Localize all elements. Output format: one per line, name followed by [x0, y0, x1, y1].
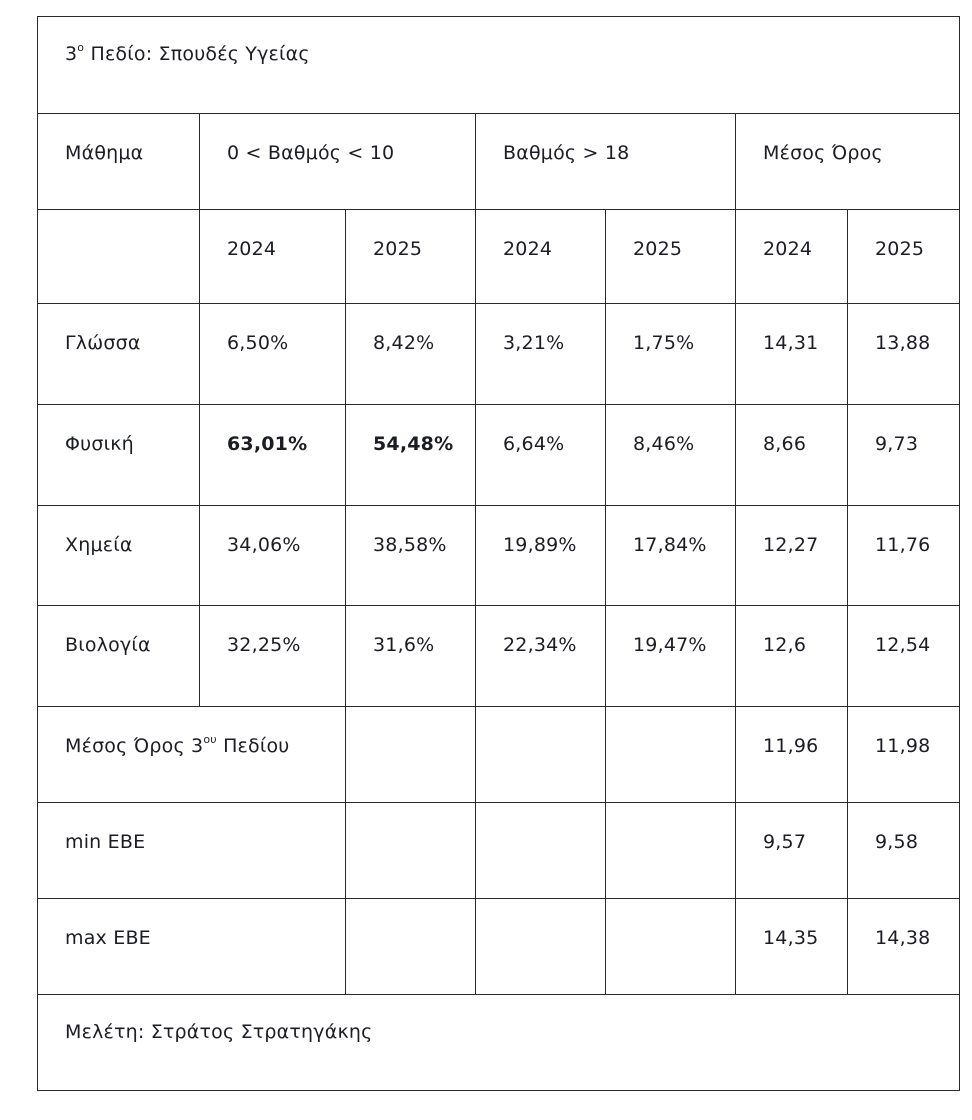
- value-cell: 19,47%: [606, 606, 736, 707]
- subject-cell: Βιολογία: [38, 606, 200, 707]
- summary-label-prefix: Μέσος Όρος 3: [65, 735, 204, 757]
- value-cell: 34,06%: [200, 506, 346, 606]
- year-cell: 2024: [200, 210, 346, 304]
- header-average: Μέσος Όρος: [736, 114, 960, 210]
- value-cell: 14,38: [848, 899, 960, 995]
- grades-table: [37, 16, 960, 1091]
- header-high-grade: Βαθμός > 18: [476, 114, 736, 210]
- value-cell: 1,75%: [606, 304, 736, 405]
- value-cell: 11,76: [848, 506, 960, 606]
- footer-row: [38, 995, 960, 1091]
- value-cell: 11,96: [736, 707, 848, 803]
- value-cell: 3,21%: [476, 304, 606, 405]
- year-blank-cell: [38, 210, 200, 304]
- value-cell: 12,6: [736, 606, 848, 707]
- year-cell: 2025: [346, 210, 476, 304]
- table-title: [38, 17, 960, 114]
- summary-label-ordinal: ου: [203, 733, 217, 746]
- value-cell: 8,46%: [606, 405, 736, 506]
- value-cell: 13,88: [848, 304, 960, 405]
- value-cell: 8,42%: [346, 304, 476, 405]
- header-subject: Μάθημα: [38, 114, 200, 210]
- summary-row-max: [38, 899, 960, 995]
- summary-row-field-average: [38, 707, 960, 803]
- empty-cell: [476, 803, 606, 899]
- value-cell: 17,84%: [606, 506, 736, 606]
- empty-cell: [346, 899, 476, 995]
- empty-cell: [346, 803, 476, 899]
- table-row: [38, 405, 960, 506]
- subject-cell: Χημεία: [38, 506, 200, 606]
- value-cell: 6,64%: [476, 405, 606, 506]
- value-cell: 31,6%: [346, 606, 476, 707]
- title-row: [38, 17, 960, 114]
- year-cell: 2025: [606, 210, 736, 304]
- value-cell: 12,27: [736, 506, 848, 606]
- table-row: [38, 304, 960, 405]
- title-number: 3: [65, 43, 78, 65]
- value-cell: 6,50%: [200, 304, 346, 405]
- summary-row-min: [38, 803, 960, 899]
- value-cell: 32,25%: [200, 606, 346, 707]
- value-cell: 38,58%: [346, 506, 476, 606]
- empty-cell: [606, 899, 736, 995]
- value-cell: 14,31: [736, 304, 848, 405]
- title-text: Πεδίο: Σπουδές Υγείας: [84, 43, 310, 65]
- value-cell-highlight: 63,01%: [200, 405, 346, 506]
- year-cell: 2025: [848, 210, 960, 304]
- value-cell: 19,89%: [476, 506, 606, 606]
- title-ordinal: ο: [77, 41, 85, 54]
- year-cell: 2024: [476, 210, 606, 304]
- summary-label: max ΕΒΕ: [38, 899, 346, 995]
- summary-label-suffix: Πεδίου: [216, 735, 290, 757]
- value-cell: 8,66: [736, 405, 848, 506]
- table-row: [38, 606, 960, 707]
- subject-cell: Φυσική: [38, 405, 200, 506]
- table-row: [38, 506, 960, 606]
- value-cell: 9,73: [848, 405, 960, 506]
- value-cell: 9,58: [848, 803, 960, 899]
- footer-credit: Μελέτη: Στράτος Στρατηγάκης: [38, 995, 960, 1091]
- summary-label: [38, 707, 346, 803]
- empty-cell: [476, 707, 606, 803]
- empty-cell: [606, 803, 736, 899]
- value-cell: 12,54: [848, 606, 960, 707]
- value-cell-highlight: 54,48%: [346, 405, 476, 506]
- empty-cell: [476, 899, 606, 995]
- value-cell: 22,34%: [476, 606, 606, 707]
- subject-cell: Γλώσσα: [38, 304, 200, 405]
- header-low-grade: 0 < Βαθμός < 10: [200, 114, 476, 210]
- value-cell: 11,98: [848, 707, 960, 803]
- year-row: [38, 210, 960, 304]
- header-row: [38, 114, 960, 210]
- value-cell: 9,57: [736, 803, 848, 899]
- empty-cell: [606, 707, 736, 803]
- value-cell: 14,35: [736, 899, 848, 995]
- year-cell: 2024: [736, 210, 848, 304]
- summary-label: min ΕΒΕ: [38, 803, 346, 899]
- empty-cell: [346, 707, 476, 803]
